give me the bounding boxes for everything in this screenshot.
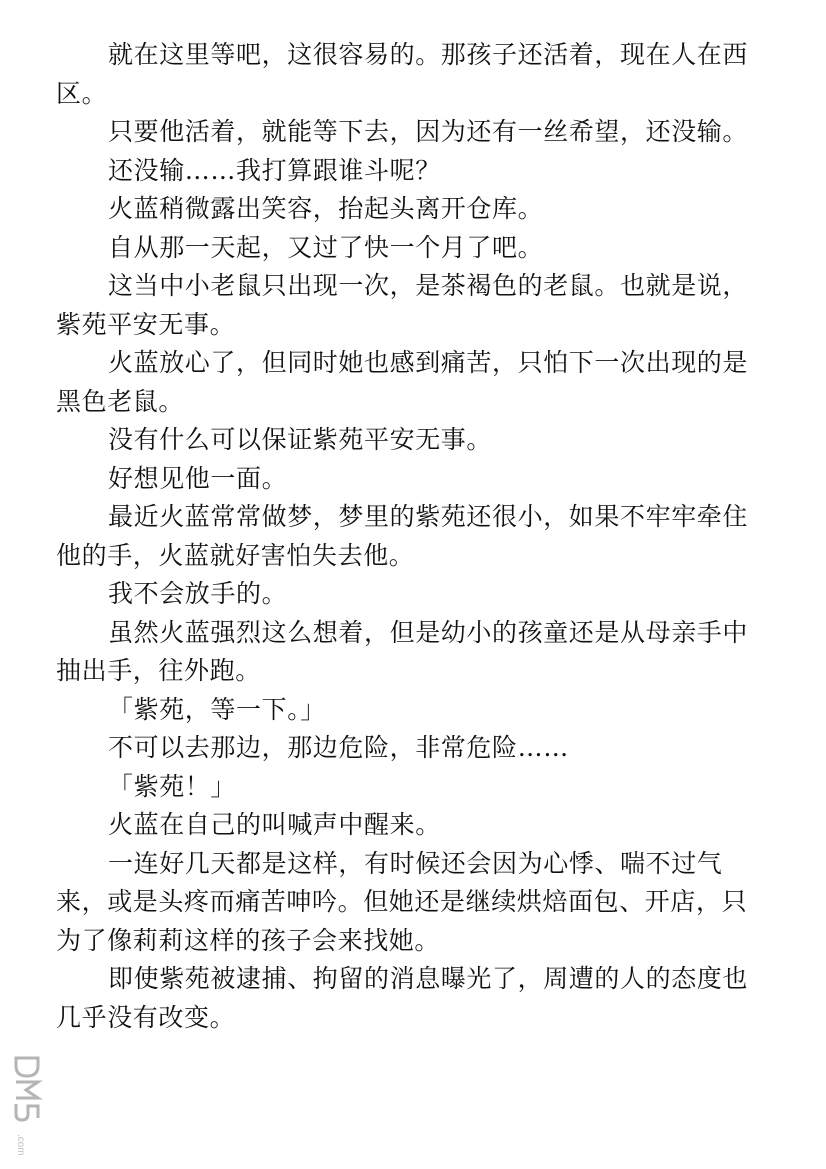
paragraph: 一连好几天都是这样，有时候还会因为心悸、喘不过气来，或是头疼而痛苦呻吟。但她还是继续烘焙面包、开店，只为了像莉莉这样的孩子会来找她。 xyxy=(56,848,748,955)
paragraph: 「紫苑！」 xyxy=(108,771,237,801)
dm5-logo-subtext: .com xyxy=(15,1134,26,1156)
paragraph: 这当中小老鼠只出现一次，是茶褐色的老鼠。也就是说，紫苑平安无事。 xyxy=(56,271,749,339)
paragraph: 还没输……我打算跟谁斗呢？ xyxy=(108,155,441,185)
paragraph: 没有什么可以保证紫苑平安无事。 xyxy=(108,425,493,454)
paragraph: 「紫苑，等一下。」 xyxy=(108,694,326,724)
paragraph: 不可以去那边，那边危险，非常危险…… xyxy=(108,733,569,762)
dm5-logo-m-shape xyxy=(16,1082,38,1098)
paragraph: 火蓝在自己的叫喊声中醒来。 xyxy=(108,810,441,839)
dm5-logo-d-shape xyxy=(16,1058,38,1076)
paragraph: 我不会放手的。 xyxy=(108,579,288,608)
paragraph: 虽然火蓝强烈这么想着，但是幼小的孩童还是从母亲手中抽出手，往外跑。 xyxy=(56,617,749,685)
paragraph: 就在这里等吧，这很容易的。那孩子还活着，现在人在西区。 xyxy=(56,40,749,108)
paragraph: 即使紫苑被逮捕、拘留的消息曝光了，周遭的人的态度也几乎没有改变。 xyxy=(56,964,749,1032)
paragraph: 只要他活着，就能等下去，因为还有一丝希望，还没输。 xyxy=(108,117,749,146)
paragraph: 好想见他一面。 xyxy=(108,463,288,493)
body-text xyxy=(56,36,756,1037)
dm5-logo-5-shape xyxy=(16,1104,38,1120)
paragraph: 最近火蓝常常做梦，梦里的紫苑还很小，如果不牢牢牵住他的手，火蓝就好害怕失去他。 xyxy=(56,502,749,570)
paragraph: 火蓝稍微露出笑容，抬起头离开仓库。 xyxy=(108,194,544,223)
paragraph: 自从那一天起，又过了快一个月了吧。 xyxy=(108,232,544,262)
dm5-logo-icon xyxy=(10,1052,48,1162)
paragraph: 火蓝放心了，但同时她也感到痛苦，只怕下一次出现的是黑色老鼠。 xyxy=(56,348,749,416)
